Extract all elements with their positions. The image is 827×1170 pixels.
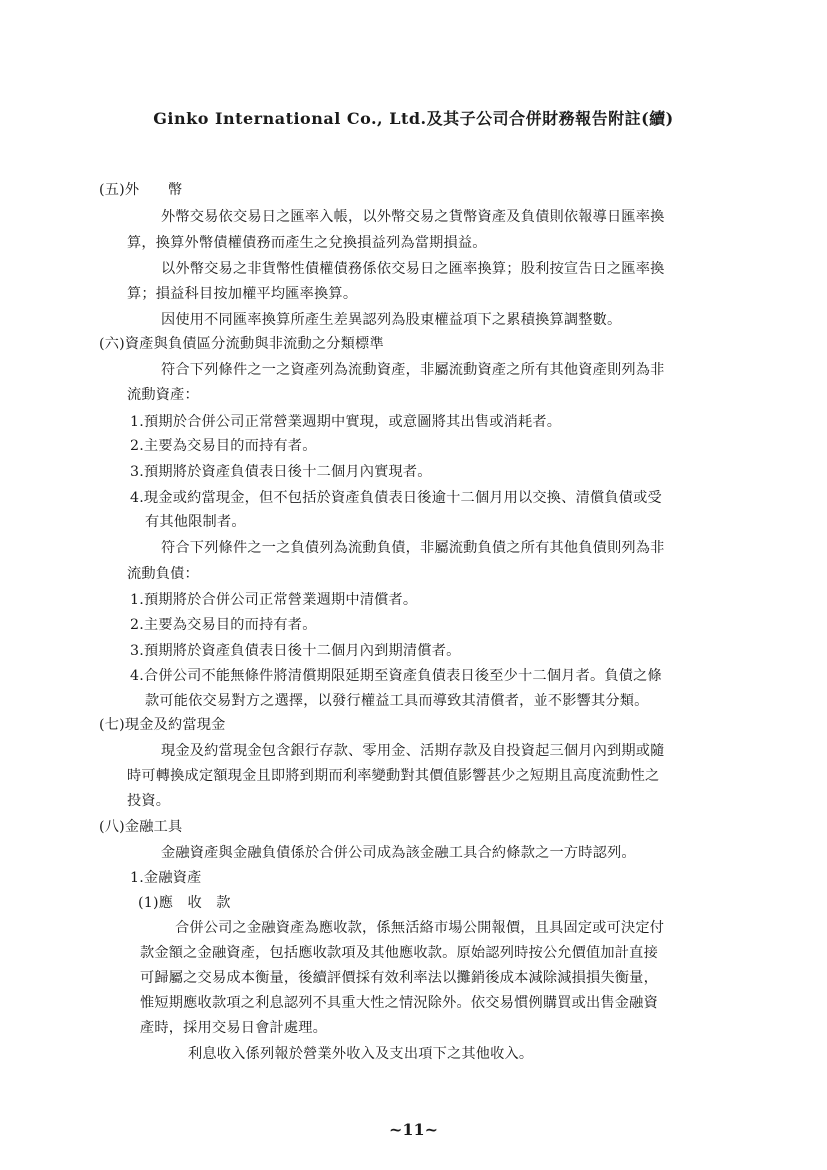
paragraph-line: 算；損益科目按加權平均匯率換算。 [127,286,358,302]
paragraph-line: 流動資產： [127,387,199,403]
paragraph-line: 產時，採用交易日會計處理。 [140,1020,328,1036]
paragraph-line: 惟短期應收款項之利息認列不具重大性之情況除外。依交易慣例購買或出售金融資 [140,995,658,1011]
list-item: 2.主要為交易目的而持有者。 [130,617,317,633]
list-item: 4.合併公司不能無條件將清償期限延期至資產負債表日後至少十二個月者。負債之條 [130,668,662,684]
paragraph-line: 可歸屬之交易成本衡量，後續評價採有效利率法以攤銷後成本減除減損損失衡量， [140,970,658,986]
section-heading-classification: (六)資產與負債區分流動與非流動之分類標準 [99,336,384,352]
paragraph-line: 時可轉換成定額現金且即將到期而利率變動對其價值影響甚少之短期且高度流動性之 [127,768,660,784]
paragraph-line: 因使用不同匯率換算所產生差異認列為股東權益項下之累積換算調整數。 [161,312,622,328]
paragraph-line: 投資。 [127,793,171,809]
paragraph-line: 現金及約當現金包含銀行存款、零用金、活期存款及自投資起三個月內到期或隨 [161,743,665,759]
list-item: 2.主要為交易目的而持有者。 [130,438,317,454]
paragraph-line: 金融資產與金融負債係於合併公司成為該金融工具合約條款之一方時認列。 [161,845,636,861]
paragraph-line: 算，換算外幣債權債務而產生之兌換損益列為當期損益。 [127,235,487,251]
subsection-heading: 1.金融資產 [130,870,202,886]
page-title: Ginko International Co., Ltd.及其子公司合併財務報告附註(續) [153,109,674,128]
subsection-heading: (1)應 收 款 [138,895,231,911]
paragraph-line: 符合下列條件之一之資產列為流動資產，非屬流動資產之所有其他資產則列為非 [161,362,665,378]
paragraph-line: 合併公司之金融資產為應收款，係無活絡市場公開報價，且具固定或可決定付 [175,920,665,936]
list-item-continuation: 款可能依交易對方之選擇，以發行權益工具而導致其清償者，並不影響其分類。 [145,693,649,709]
list-item: 3.預期將於資產負債表日後十二個月內到期清償者。 [130,643,461,659]
page-number: ~11~ [388,1120,439,1139]
paragraph-line: 利息收入係列報於營業外收入及支出項下之其他收入。 [188,1046,534,1062]
paragraph-line: 符合下列條件之一之負債列為流動負債，非屬流動負債之所有其他負債則列為非 [161,540,665,556]
paragraph-line: 以外幣交易之非貨幣性債權債務係依交易日之匯率換算；股利按宣告日之匯率換 [161,261,665,277]
section-heading-financial-instruments: (八)金融工具 [99,819,183,835]
paragraph-line: 外幣交易依交易日之匯率入帳，以外幣交易之貨幣資產及負債則依報導日匯率換 [161,209,665,225]
list-item: 3.預期將於資產負債表日後十二個月內實現者。 [130,464,432,480]
section-heading-foreign-currency: (五)外 幣 [99,182,183,198]
list-item-continuation: 有其他限制者。 [145,514,246,530]
paragraph-line: 款金額之金融資產，包括應收款項及其他應收款。原始認列時按公允價值加計直接 [140,945,658,961]
list-item: 1.預期將於合併公司正常營業週期中清償者。 [130,592,418,608]
list-item: 1.預期於合併公司正常營業週期中實現，或意圖將其出售或消耗者。 [130,414,562,430]
list-item: 4.現金或約當現金，但不包括於資產負債表日後逾十二個月用以交換、清償負債或受 [130,490,662,506]
section-heading-cash: (七)現金及約當現金 [99,717,226,733]
paragraph-line: 流動負債： [127,566,199,582]
